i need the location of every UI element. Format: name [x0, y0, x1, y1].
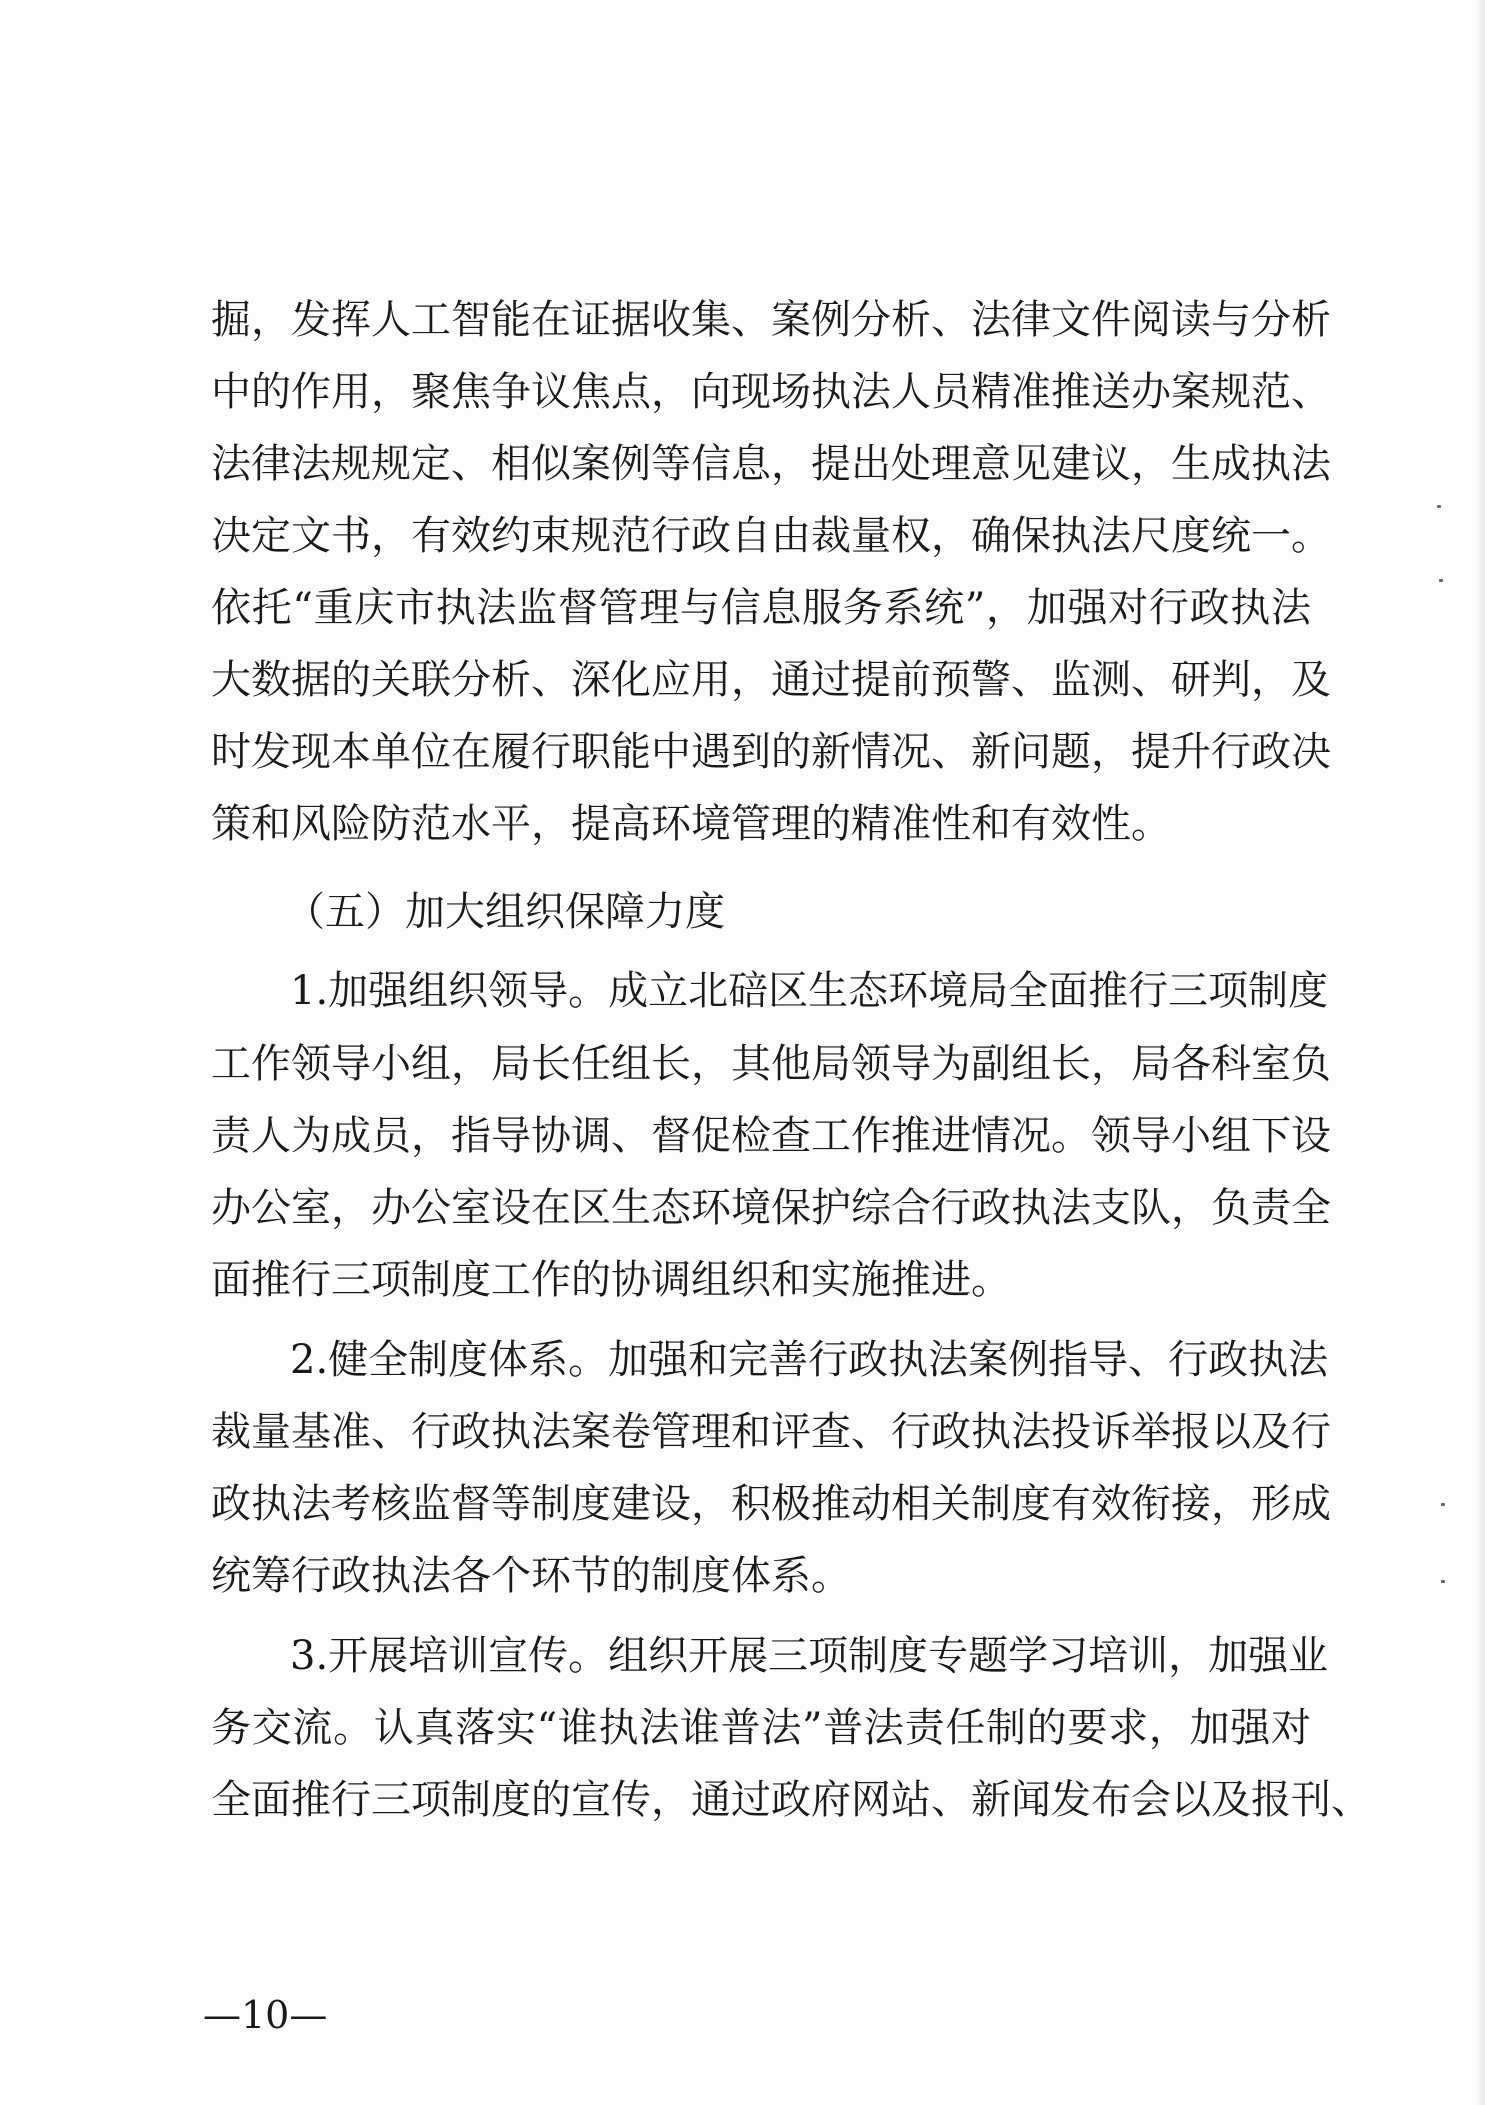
body-text-line: 策和风险防范水平，提高环境管理的精准性和有效性。 [211, 801, 1171, 847]
scan-mark [1437, 505, 1441, 508]
scan-mark [1441, 1503, 1445, 1506]
body-text-line: 裁量基准、行政执法案卷管理和评查、行政执法投诉举报以及行 [211, 1409, 1331, 1455]
body-text-line: 大数据的关联分析、深化应用，通过提前预警、监测、研判，及 [211, 657, 1331, 703]
scan-mark [1441, 1580, 1445, 1583]
body-text-line: 决定文书，有效约束规范行政自由裁量权，确保执法尺度统一。 [211, 513, 1331, 559]
section-heading: （五）加大组织保障力度 [285, 889, 725, 935]
body-text-line: 工作领导小组，局长任组长，其他局领导为副组长，局各科室负 [211, 1041, 1331, 1087]
body-text-line: 责人为成员，指导协调、督促检查工作推进情况。领导小组下设 [211, 1113, 1331, 1159]
body-text-line: 依托“重庆市执法监督管理与信息服务系统”，加强对行政执法 [211, 585, 1311, 631]
body-text-line: 掘，发挥人工智能在证据收集、案例分析、法律文件阅读与分析 [211, 297, 1331, 343]
body-text-line: 统筹行政执法各个环节的制度体系。 [211, 1553, 851, 1599]
paragraph-first-line: 3.开展培训宣传。组织开展三项制度专题学习培训，加强业 [290, 1633, 1329, 1679]
paragraph-first-line: 2.健全制度体系。加强和完善行政执法案例指导、行政执法 [290, 1337, 1329, 1383]
scan-mark [1439, 579, 1443, 582]
body-text-line: 面推行三项制度工作的协调组织和实施推进。 [211, 1257, 1011, 1303]
page-number: —10— [203, 1993, 328, 2037]
body-text-line: 法律法规规定、相似案例等信息，提出处理意见建议，生成执法 [211, 441, 1331, 487]
body-text-line: 全面推行三项制度的宣传，通过政府网站、新闻发布会以及报刊、 [211, 1777, 1371, 1823]
paragraph-first-line: 1.加强组织领导。成立北碚区生态环境局全面推行三项制度 [290, 968, 1329, 1014]
body-text-line: 时发现本单位在履行职能中遇到的新情况、新问题，提升行政决 [211, 729, 1331, 775]
scan-edge [1475, 0, 1485, 2105]
body-text-line: 中的作用，聚焦争议焦点，向现场执法人员精准推送办案规范、 [211, 369, 1331, 415]
body-text-line: 办公室，办公室设在区生态环境保护综合行政执法支队，负责全 [211, 1185, 1331, 1231]
body-text-line: 务交流。认真落实“谁执法谁普法”普法责任制的要求，加强对 [211, 1705, 1311, 1751]
body-text-line: 政执法考核监督等制度建设，积极推动相关制度有效衔接，形成 [211, 1481, 1331, 1527]
